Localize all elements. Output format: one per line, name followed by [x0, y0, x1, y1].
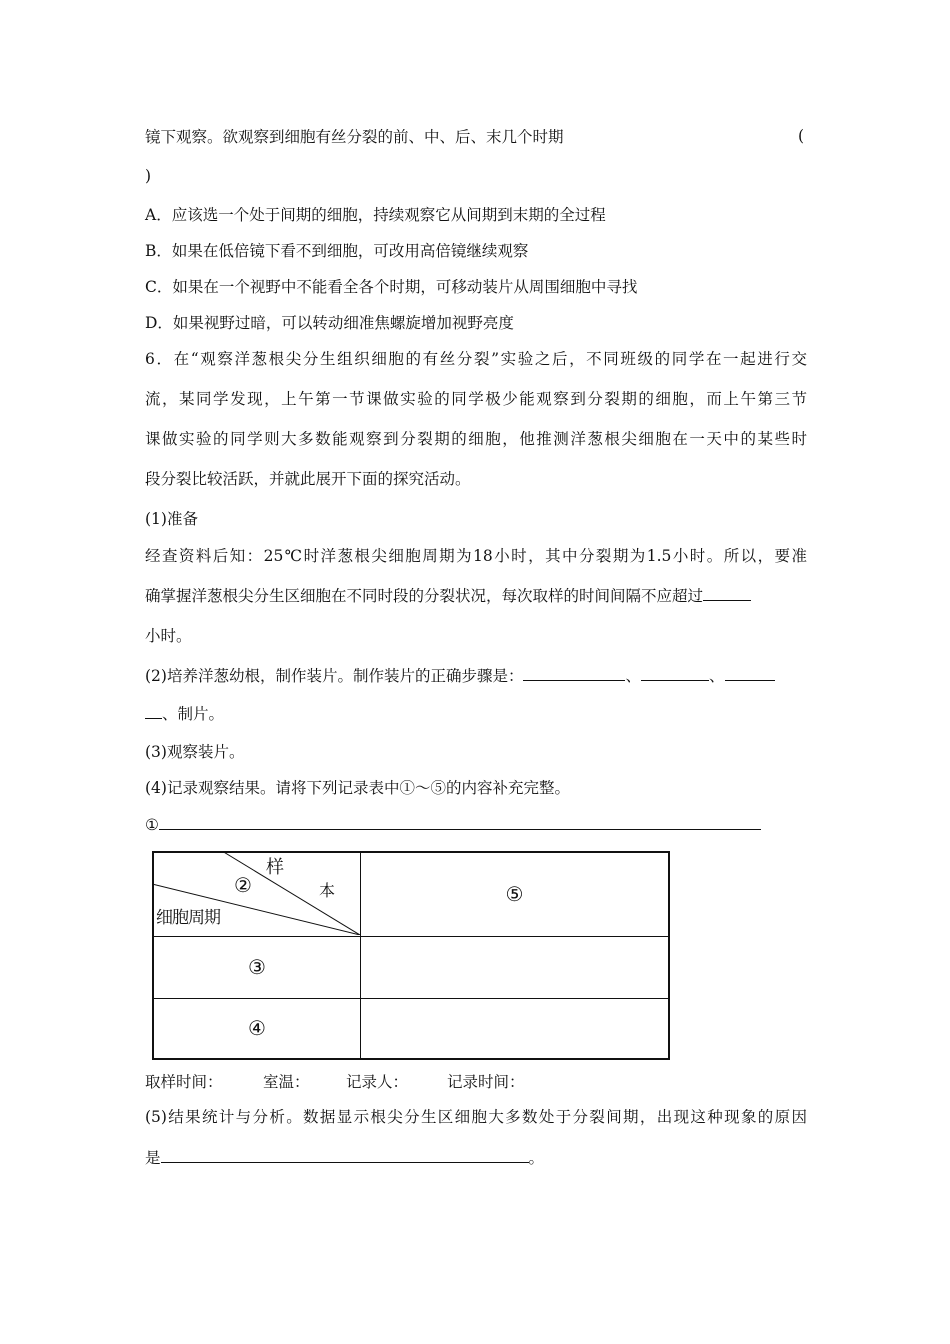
row-label-3[interactable]: ③	[153, 936, 361, 998]
step3-answer-blank[interactable]	[725, 666, 775, 681]
step2-answer-blank[interactable]	[641, 666, 709, 681]
separator: 、	[708, 667, 725, 685]
q5-paren-close: )	[145, 167, 152, 185]
q6-line-2: 流，某同学发现，上午第一节课做实验的同学极少能观察到分裂期的细胞，而上午第三节	[145, 390, 807, 408]
header-cell-5[interactable]: ⑤	[361, 852, 670, 936]
record-time-label: 记录时间：	[447, 1073, 525, 1091]
interval-answer-blank[interactable]	[703, 586, 751, 601]
q6-part2	[145, 666, 775, 686]
q6-part5-end: 。	[528, 1149, 545, 1167]
q6-part2-text: (2)培养洋葱幼根，制作装片。制作装片的正确步骤是：	[145, 667, 524, 685]
row-cell-3[interactable]	[361, 936, 670, 998]
room-temp-label: 室温：	[263, 1073, 310, 1091]
q6-part5-start: 是	[145, 1149, 161, 1167]
step1-answer-blank[interactable]	[523, 666, 625, 681]
blank-label-1: ①	[145, 816, 159, 834]
header-circle-2[interactable]: ②	[234, 873, 252, 897]
q5-paren-open: (	[798, 127, 805, 145]
recorder-label: 记录人：	[346, 1073, 409, 1091]
q6-part1-title: (1)准备	[145, 510, 198, 528]
q5-stem: 镜下观察。欲观察到细胞有丝分裂的前、中、后、末几个时期	[145, 128, 564, 146]
q6-line-4: 段分裂比较活跃，并就此展开下面的探究活动。	[145, 470, 471, 488]
q5-option-d: D．如果视野过暗，可以转动细准焦螺旋增加视野亮度	[145, 314, 514, 332]
item1-answer-blank[interactable]	[159, 815, 761, 830]
header-label-sample-1: 样	[266, 857, 284, 878]
row-label-4[interactable]: ④	[153, 998, 361, 1059]
separator: 、	[625, 667, 641, 685]
q6-part4-blank-line	[145, 815, 761, 835]
q6-part1-line-3: 小时。	[145, 627, 192, 645]
q6-part1-line-1: 经查资料后知：25℃时洋葱根尖细胞周期为18小时，其中分裂期为1.5小时。所以，要准	[145, 547, 807, 565]
row-cell-4[interactable]	[361, 998, 670, 1059]
q6-part1-line-2	[145, 586, 751, 606]
q6-line-1: 6．在“观察洋葱根尖分生组织细胞的有丝分裂”实验之后，不同班级的同学在一起进行交	[145, 350, 807, 368]
q6-part3: (3)观察装片。	[145, 743, 245, 761]
header-label-cell-cycle: 细胞周期	[156, 908, 220, 928]
header-label-sample-2: 本	[319, 881, 336, 900]
q5-option-a: A．应该选一个处于间期的细胞，持续观察它从间期到末期的全过程	[145, 206, 606, 224]
q6-part2-cont	[145, 704, 224, 724]
q6-part4: (4)记录观察结果。请将下列记录表中①～⑤的内容补充完整。	[145, 779, 570, 797]
q6-part5-line-1: (5)结果统计与分析。数据显示根尖分生区细胞大多数处于分裂间期，出现这种现象的原因	[145, 1108, 807, 1126]
q6-part5-line-2	[145, 1148, 544, 1168]
q6-line-3: 课做实验的同学则大多数能观察到分裂期的细胞，他推测洋葱根尖细胞在一天中的某些时	[145, 430, 807, 448]
step3-answer-blank-cont[interactable]	[145, 704, 162, 719]
sample-time-label: 取样时间：	[145, 1073, 223, 1091]
q6-part2-end: 、制片。	[162, 705, 225, 723]
q6-part1-line-2-text: 确掌握洋葱根尖分生区细胞在不同时段的分裂状况，每次取样的时间间隔不应超过	[145, 587, 704, 605]
q5-option-c: C．如果在一个视野中不能看全各个时期，可移动装片从周围细胞中寻找	[145, 278, 638, 296]
q5-option-b: B．如果在低倍镜下看不到细胞，可改用高倍镜继续观察	[145, 242, 529, 260]
diagonal-header	[152, 851, 360, 935]
reason-answer-blank[interactable]	[161, 1148, 529, 1163]
